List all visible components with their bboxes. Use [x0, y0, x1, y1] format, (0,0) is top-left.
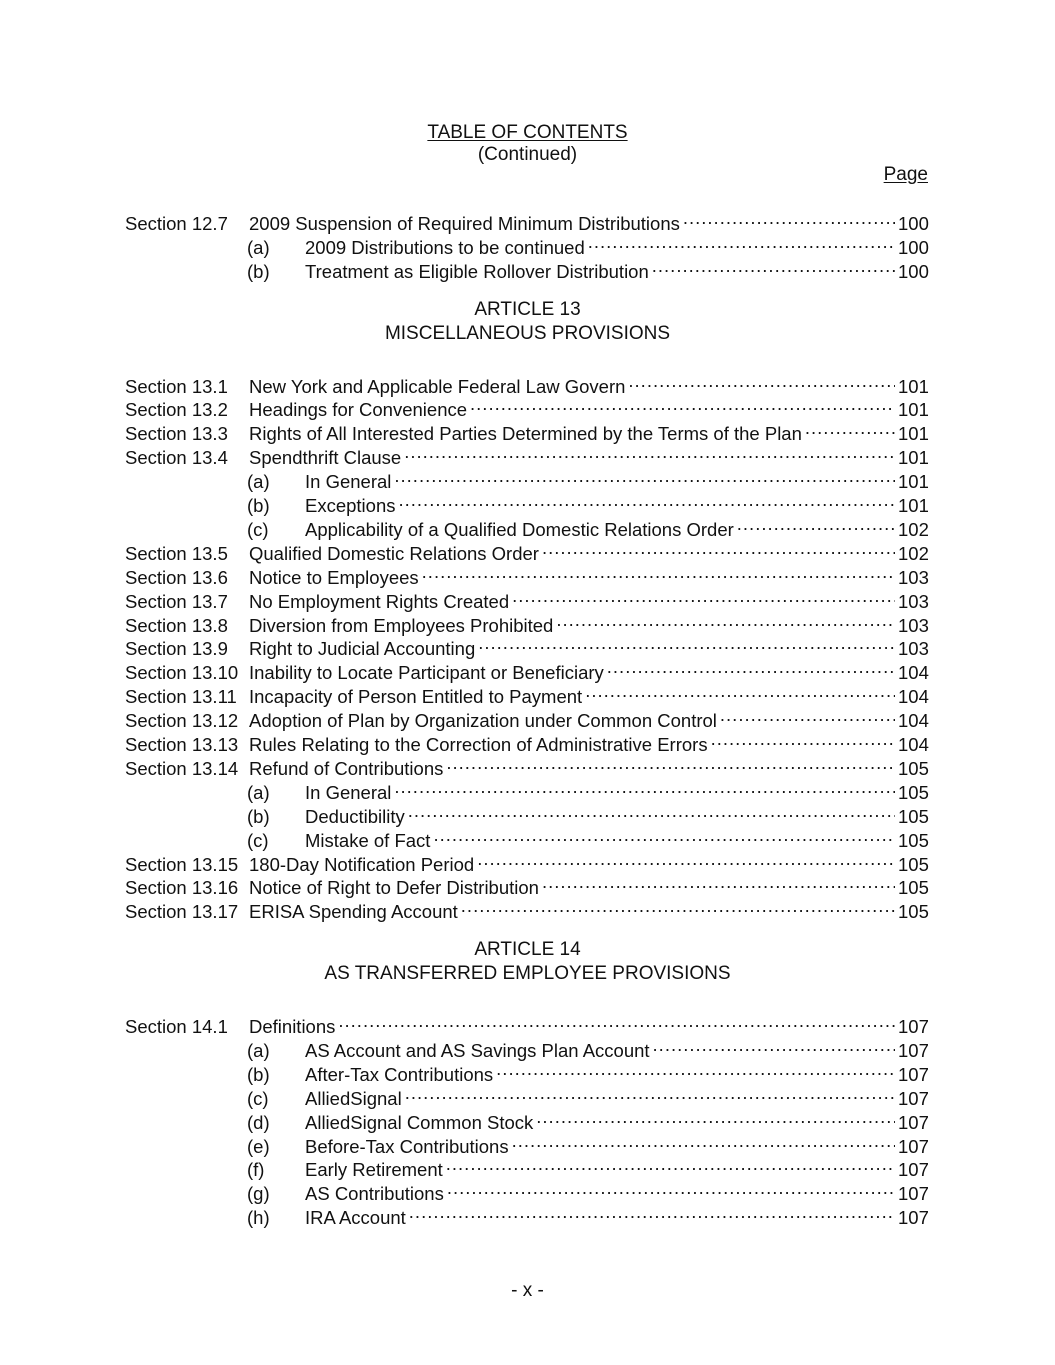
entry-title: Rules Relating to the Correction of Administrative Errors: [249, 734, 708, 755]
dot-leader: [408, 799, 895, 823]
toc-subsection-entry: [125, 488, 929, 516]
entry-title: IRA Account: [305, 1207, 406, 1229]
entry-title: Refund of Contributions: [249, 757, 444, 779]
toc-section-entry: [125, 392, 929, 421]
toc-subsection-entry: [125, 1129, 929, 1157]
dot-leader: [447, 1176, 895, 1200]
entry-title: Inability to Locate Participant or Beneficiary: [249, 662, 604, 684]
toc-section-entry: [125, 369, 929, 397]
page-reference: 104: [898, 734, 929, 755]
toc-section-entry: [125, 416, 929, 445]
section-number: Section 13.1: [125, 375, 228, 397]
section-number: Section 13.3: [125, 423, 228, 445]
dot-leader: [477, 847, 895, 871]
dot-leader: [478, 631, 895, 655]
entry-title: AS Contributions: [305, 1183, 444, 1205]
entry-title: Applicability of a Qualified Domestic Relations Order: [305, 518, 734, 540]
toc-section-entry: [125, 870, 929, 899]
toc-subsection-entry: [125, 1152, 929, 1181]
page-reference: 100: [898, 260, 929, 282]
toc-subsection-entry: [125, 464, 929, 493]
toc-subsection-entry: [125, 823, 929, 851]
dot-leader: [446, 751, 895, 775]
dot-leader: [446, 1152, 895, 1176]
entry-title: AlliedSignal: [305, 1087, 402, 1109]
entry-title: Incapacity of Person Entitled to Payment: [249, 686, 583, 708]
entry-title: Definitions: [249, 1016, 336, 1037]
subsection-label: (b): [247, 495, 270, 516]
subsection-label: (a): [247, 471, 270, 493]
toc-subsection-entry: [125, 1033, 929, 1061]
page-reference: 107: [898, 1183, 929, 1205]
entry-title: Exceptions: [305, 495, 396, 516]
page-reference: 104: [898, 710, 929, 732]
page-reference: 101: [898, 399, 929, 421]
subsection-label: (b): [247, 260, 270, 282]
page-reference: 100: [898, 213, 929, 234]
toc-section-entry: [125, 584, 929, 612]
section-number: Section 13.16: [125, 877, 239, 899]
subsection-label: (b): [247, 805, 270, 827]
toc-section-entry: [125, 727, 929, 755]
dot-leader: [556, 608, 895, 632]
toc-subsection-entry: [125, 1057, 929, 1085]
dot-leader: [628, 369, 895, 393]
subsection-label: (b): [247, 1063, 270, 1085]
entry-title: Notice of Right to Defer Distribution: [249, 877, 539, 899]
dot-leader: [683, 206, 895, 230]
entry-title: ERISA Spending Account: [249, 901, 458, 923]
page-reference: 101: [898, 447, 929, 469]
page-reference: 105: [898, 901, 929, 923]
page-reference: 103: [898, 566, 929, 588]
page-reference: 100: [898, 236, 929, 258]
section-number: Section 13.15: [125, 853, 239, 875]
article-heading: ARTICLE 13: [474, 298, 581, 320]
toc-section-entry: [125, 655, 929, 684]
toc-section-entry: [125, 536, 929, 564]
page-reference: 107: [898, 1063, 929, 1085]
toc-subsection-entry: [125, 799, 929, 827]
entry-title: Notice to Employees: [249, 566, 419, 588]
page-reference: 105: [898, 757, 929, 779]
entry-title: In General: [305, 471, 392, 493]
section-number: Section 13.11: [125, 686, 237, 708]
section-number: Section 13.6: [125, 566, 228, 588]
dot-leader: [404, 440, 895, 464]
page-reference: 105: [898, 829, 929, 851]
section-number: Section 13.8: [125, 614, 228, 636]
dot-leader: [394, 775, 895, 799]
section-number: Section 13.12: [125, 710, 239, 732]
section-number: Section 13.4: [125, 447, 228, 469]
entry-title: Right to Judicial Accounting: [249, 638, 476, 660]
toc-subsection-entry: [125, 1200, 929, 1229]
page-reference: 101: [898, 423, 929, 445]
dot-leader: [588, 230, 895, 254]
entry-title: Adoption of Plan by Organization under Common Control: [249, 710, 717, 732]
entry-title: Headings for Convenience: [249, 399, 468, 421]
dot-leader: [496, 1057, 895, 1081]
subsection-label: (f): [247, 1159, 265, 1181]
entry-title: Qualified Domestic Relations Order: [249, 542, 539, 564]
entry-title: Rights of All Interested Parties Determined by the Terms of the Plan: [249, 423, 802, 445]
entry-title: AS Account and AS Savings Plan Account: [305, 1039, 650, 1061]
toc-section-entry: [125, 608, 929, 636]
page-reference: 101: [898, 471, 929, 493]
entry-title: Diversion from Employees Prohibited: [249, 614, 554, 636]
article-title: MISCELLANEOUS PROVISIONS: [384, 322, 671, 344]
dot-leader: [394, 464, 895, 488]
section-number: Section 13.17: [125, 901, 239, 923]
subsection-label: (a): [247, 1039, 270, 1061]
dot-leader: [399, 488, 896, 512]
page-reference: 105: [898, 805, 929, 827]
entry-title: Mistake of Fact: [305, 829, 431, 851]
subsection-label: (g): [247, 1183, 270, 1205]
section-number: Section 13.13: [125, 734, 239, 755]
section-number: Section 14.1: [125, 1016, 228, 1037]
page-reference: 107: [898, 1039, 929, 1061]
dot-leader: [470, 392, 895, 416]
article-heading: ARTICLE 14: [474, 939, 581, 961]
page-reference: 101: [898, 495, 929, 516]
subsection-label: (c): [247, 829, 269, 851]
dot-leader: [409, 1200, 895, 1224]
dot-leader: [542, 536, 895, 560]
subsection-label: (c): [247, 1087, 269, 1109]
toc-section-entry: [125, 1009, 929, 1037]
entry-title: Treatment as Eligible Rollover Distribution: [305, 260, 649, 282]
entry-title: After-Tax Contributions: [305, 1063, 494, 1085]
page-reference: 107: [898, 1087, 929, 1109]
page-reference: 105: [898, 877, 929, 899]
toc-title: TABLE OF CONTENTS: [427, 122, 628, 143]
toc-subsection-entry: [125, 1105, 929, 1133]
page-number-footer: - x -: [511, 1280, 544, 1301]
section-number: Section 13.2: [125, 399, 228, 421]
toc-section-entry: [125, 206, 929, 234]
toc-subsection-entry: [125, 230, 929, 258]
entry-title: 2009 Suspension of Required Minimum Distributions: [249, 213, 680, 234]
section-number: Section 13.10: [125, 662, 239, 684]
toc-section-entry: [125, 679, 929, 708]
dot-leader: [433, 823, 895, 847]
section-number: Section 12.7: [125, 213, 228, 234]
dot-leader: [805, 416, 895, 440]
dot-leader: [542, 870, 895, 894]
page-reference: 102: [898, 518, 929, 540]
toc-subsection-entry: [125, 1176, 929, 1205]
dot-leader: [461, 894, 895, 918]
section-number: Section 13.14: [125, 757, 239, 779]
toc-subsection-entry: [125, 775, 929, 803]
subsection-label: (a): [247, 781, 270, 803]
subsection-label: (a): [247, 236, 270, 258]
entry-title: AlliedSignal Common Stock: [305, 1111, 534, 1133]
dot-leader: [536, 1105, 895, 1129]
subsection-label: (h): [247, 1207, 270, 1229]
subsection-label: (e): [247, 1135, 270, 1157]
page-reference: 102: [898, 542, 929, 564]
section-number: Section 13.5: [125, 542, 228, 564]
page-reference: 107: [898, 1207, 929, 1229]
entry-title: Deductibility: [305, 805, 405, 827]
dot-leader: [585, 679, 895, 703]
toc-section-entry: [125, 751, 929, 779]
section-number: Section 13.9: [125, 638, 228, 660]
dot-leader: [338, 1009, 895, 1033]
entry-title: 2009 Distributions to be continued: [305, 236, 585, 258]
toc-subsection-entry: [125, 254, 929, 282]
dot-leader: [512, 1129, 895, 1153]
page-reference: 104: [898, 686, 929, 708]
toc-section-entry: [125, 440, 929, 469]
page-reference: 103: [898, 638, 929, 660]
dot-leader: [711, 727, 895, 751]
page-reference: 105: [898, 853, 929, 875]
toc-subtitle: (Continued): [477, 144, 578, 165]
section-number: Section 13.7: [125, 590, 228, 612]
toc-section-entry: [125, 703, 929, 732]
page-reference: 105: [898, 781, 929, 803]
entry-title: Before-Tax Contributions: [305, 1135, 509, 1157]
entry-title: Early Retirement: [305, 1159, 443, 1181]
subsection-label: (d): [247, 1111, 270, 1133]
dot-leader: [652, 254, 895, 278]
page-reference: 107: [898, 1111, 929, 1133]
toc-subsection-entry: [125, 1081, 929, 1109]
dot-leader: [422, 560, 895, 584]
dot-leader: [607, 655, 895, 679]
dot-leader: [737, 512, 895, 536]
toc-subsection-entry: [125, 512, 929, 540]
dot-leader: [653, 1033, 895, 1057]
toc-section-entry: [125, 847, 929, 875]
page-reference: 107: [898, 1159, 929, 1181]
page-reference: 103: [898, 590, 929, 612]
page-reference: 107: [898, 1135, 929, 1157]
article-title: AS TRANSFERRED EMPLOYEE PROVISIONS: [324, 963, 731, 985]
page-column-label: Page: [883, 164, 928, 185]
toc-section-entry: [125, 631, 929, 660]
entry-title: 180-Day Notification Period: [249, 853, 475, 875]
page-reference: 107: [898, 1016, 929, 1037]
page-reference: 101: [898, 375, 929, 397]
entry-title: Spendthrift Clause: [249, 447, 402, 469]
subsection-label: (c): [247, 518, 269, 540]
page-reference: 104: [898, 662, 929, 684]
entry-title: No Employment Rights Created: [249, 590, 510, 612]
toc-section-entry: [125, 894, 929, 923]
entry-title: New York and Applicable Federal Law Govern: [249, 375, 626, 397]
dot-leader: [720, 703, 895, 727]
toc-section-entry: [125, 560, 929, 588]
entry-title: In General: [305, 781, 392, 803]
dot-leader: [512, 584, 895, 608]
dot-leader: [405, 1081, 895, 1105]
page-reference: 103: [898, 614, 929, 636]
